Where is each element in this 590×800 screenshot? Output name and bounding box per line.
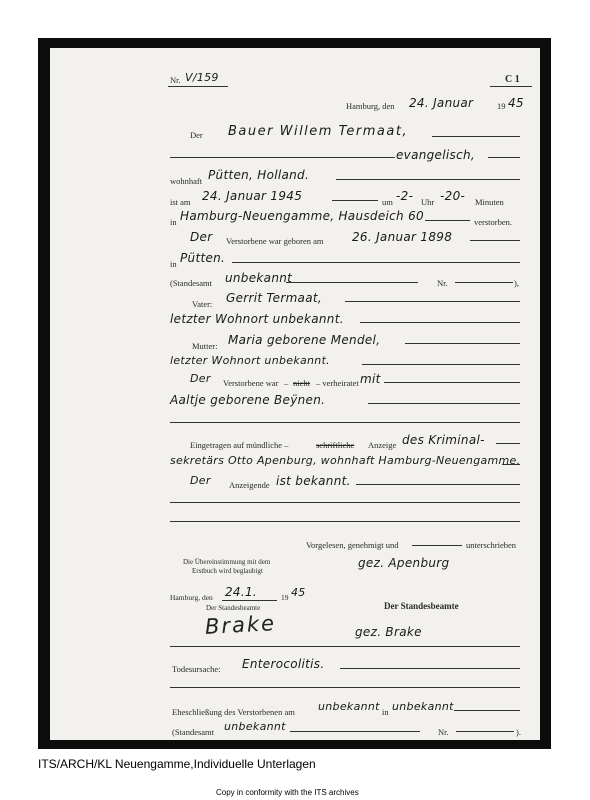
spouse: Aaltje geborene Beÿnen.	[170, 393, 326, 407]
death-date: 24. Januar 1945	[202, 189, 303, 203]
line	[362, 364, 520, 365]
ehe-label: Eheschließung des Verstorbenen am	[172, 707, 295, 717]
married-der: Der	[190, 372, 211, 385]
gez-apenburg: gez. Apenburg	[358, 556, 450, 570]
married-verheiratet: – verheiratet	[316, 378, 359, 388]
in-label: in	[170, 217, 177, 227]
line	[356, 484, 520, 485]
nr-label: Nr.	[437, 278, 448, 288]
eingetragen-label: Eingetragen auf mündliche –	[190, 440, 289, 450]
ehe-place: unbekannt	[392, 700, 454, 713]
bottom-standesamt-value: unbekannt	[224, 720, 286, 733]
birth-date: 26. Januar 1898	[352, 230, 453, 244]
vater-label: Vater:	[192, 299, 213, 309]
gez-brake: gez. Brake	[355, 625, 422, 639]
line	[170, 502, 520, 503]
wohnhaft-label: wohnhaft	[170, 176, 203, 186]
nr-underline	[168, 86, 228, 87]
line	[496, 443, 520, 444]
ehe-date: unbekannt	[318, 700, 380, 713]
line	[488, 157, 520, 158]
line	[454, 710, 520, 711]
verstorben-label: verstorben.	[474, 217, 513, 227]
nr-prefix: Nr.	[170, 75, 181, 85]
married-mit: mit	[360, 372, 381, 386]
death-hour: -2-	[396, 189, 414, 203]
standesamt-label: (Standesamt	[170, 278, 213, 288]
hamburg-den-label: Hamburg, den	[170, 593, 213, 602]
place-date-prefix: Hamburg, den	[346, 101, 395, 111]
unterschrieben-label: unterschrieben	[466, 540, 517, 550]
um-label: um	[382, 197, 393, 207]
ehe-in: in	[382, 707, 389, 717]
line	[232, 262, 520, 263]
religion: evangelisch,	[396, 148, 475, 162]
standesbeamte-small: Der Standesbeamte	[206, 604, 261, 612]
line	[360, 322, 520, 323]
line	[170, 422, 520, 423]
line	[384, 382, 520, 383]
form-code: C 1	[505, 74, 520, 85]
married-nicht: nicht	[293, 378, 310, 388]
cert-date: 24.1.	[225, 585, 258, 599]
anzeigende-value: ist bekannt.	[276, 474, 351, 488]
standesbeamte-title: Der Standesbeamte	[384, 601, 459, 611]
record-date: 24. Januar	[409, 96, 474, 110]
birth-der: Der	[190, 230, 213, 244]
father-residence: letzter Wohnort unbekannt.	[170, 312, 344, 326]
schriftliche-struck: schriftliche	[316, 440, 355, 450]
anzeige-label: Anzeige	[368, 440, 397, 450]
bottom-close: ).	[516, 727, 521, 737]
uebereinstimmung-line-2: Erstbuch wird beglaubigt	[192, 567, 263, 575]
birth-place: Pütten.	[180, 251, 226, 265]
line	[222, 600, 277, 601]
cert-year-prefix: 19	[281, 593, 289, 602]
residence: Pütten, Holland.	[208, 168, 310, 182]
year-suffix: 45	[508, 96, 524, 110]
father: Gerrit Termaat,	[226, 291, 322, 305]
line	[456, 731, 514, 732]
line	[432, 136, 520, 137]
line	[412, 545, 462, 546]
vorgelesen-label: Vorgelesen, genehmigt und	[306, 540, 399, 550]
line	[368, 403, 520, 404]
line	[286, 282, 418, 283]
line	[170, 687, 520, 688]
line	[470, 240, 520, 241]
der-label: Der	[190, 130, 203, 140]
uebereinstimmung-line-1: Die Übereinstimmung mit dem	[183, 558, 271, 566]
todesursache-label: Todesursache:	[172, 664, 221, 674]
line	[340, 668, 520, 669]
line	[170, 646, 520, 647]
ist-am-label: ist am	[170, 197, 191, 207]
line	[425, 220, 470, 221]
line	[455, 282, 513, 283]
line	[170, 157, 395, 158]
anzeigende-label: Anzeigende	[229, 480, 270, 490]
informant-line-2: sekretärs Otto Apenburg, wohnhaft Hamburg-Neuengamme.	[170, 454, 521, 467]
nr-value: V/159	[185, 71, 219, 84]
minuten-label: Minuten	[475, 197, 504, 207]
death-place: Hamburg-Neuengamme, Hausdeich 60	[180, 209, 424, 223]
line	[290, 731, 420, 732]
mutter-label: Mutter:	[192, 341, 218, 351]
mother: Maria geborene Mendel,	[228, 333, 381, 347]
handwritten-signature: Brake	[204, 611, 277, 639]
close-paren: ),	[514, 278, 519, 288]
line	[405, 343, 520, 344]
birth-label: Verstorbene war geboren am	[226, 236, 324, 246]
line	[502, 464, 520, 465]
cert-year-suffix: 45	[291, 586, 306, 599]
year-prefix: 19	[497, 101, 506, 111]
copy-note: Copy in conformity with the ITS archives	[216, 788, 359, 797]
line	[336, 179, 520, 180]
deceased-name: Bauer Willem Termaat,	[228, 124, 409, 139]
form-code-underline	[490, 86, 532, 87]
line	[332, 200, 378, 201]
married-label: Verstorbene war	[223, 378, 279, 388]
birth-in-label: in	[170, 259, 177, 269]
informant-line-1: des Kriminal-	[402, 433, 485, 447]
line	[170, 521, 520, 522]
uhr-label: Uhr	[421, 197, 435, 207]
archive-caption: ITS/ARCH/KL Neuengamme,Individuelle Unterlagen	[38, 757, 316, 771]
dash: –	[284, 378, 289, 388]
bottom-nr-label: Nr.	[438, 727, 449, 737]
mother-residence: letzter Wohnort unbekannt.	[170, 354, 330, 367]
line	[345, 301, 520, 302]
bottom-standesamt-label: (Standesamt	[172, 727, 215, 737]
standesamt-value: unbekannt	[225, 271, 293, 285]
death-minutes: -20-	[440, 189, 466, 203]
anzeigende-der: Der	[190, 474, 211, 487]
todesursache-value: Enterocolitis.	[242, 657, 325, 671]
